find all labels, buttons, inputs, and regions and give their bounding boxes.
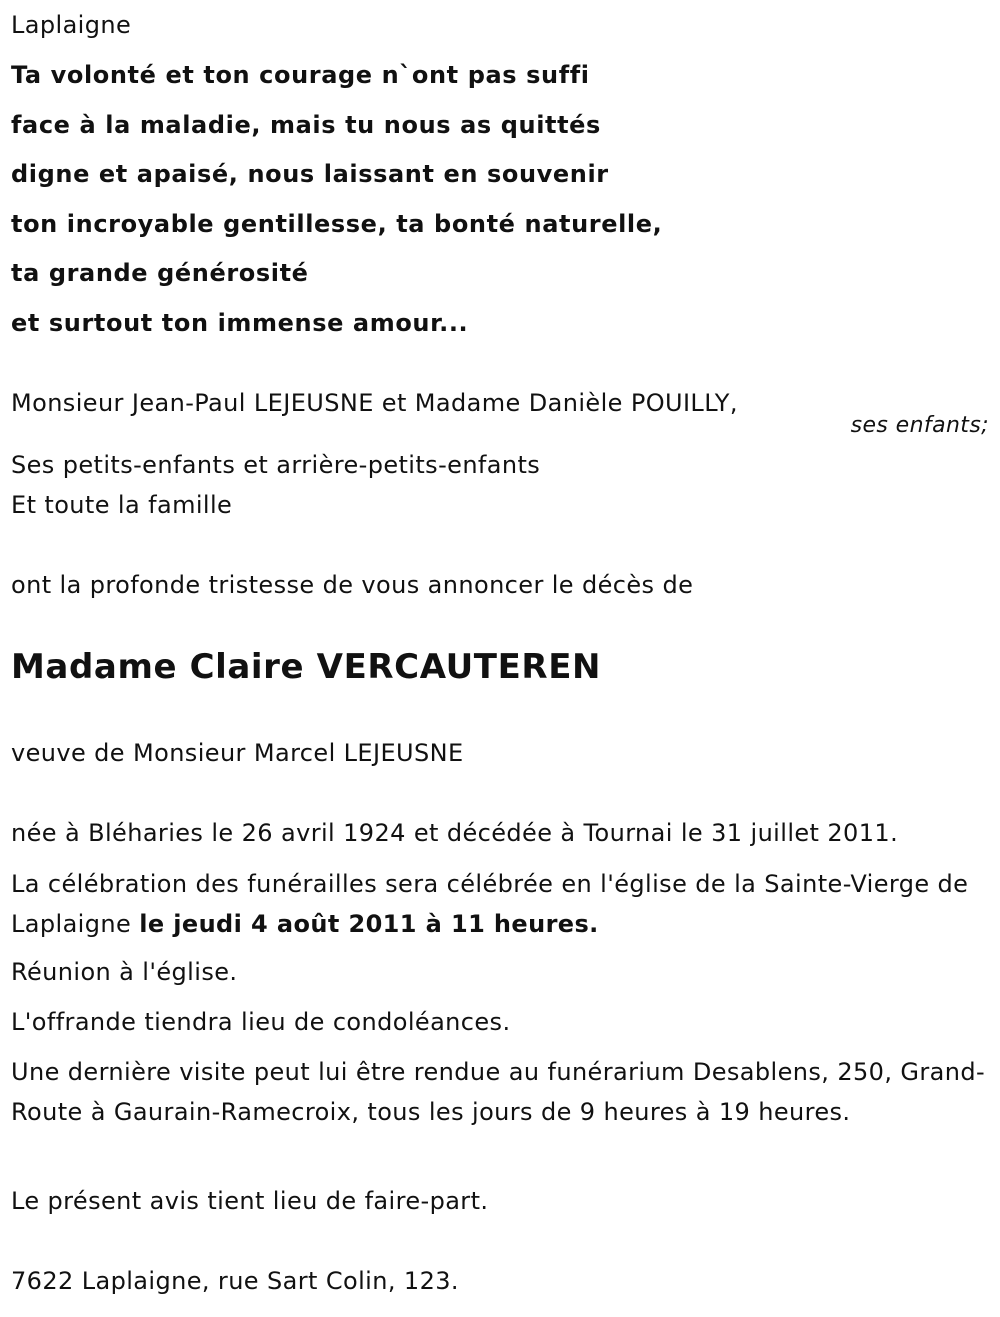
deceased-name: Madame Claire VERCAUTEREN bbox=[11, 647, 602, 687]
grandchildren: Ses petits-enfants et arrière-petits-enfants bbox=[11, 451, 541, 479]
poem-line: digne et apaisé, nous laissant en souvenir bbox=[11, 160, 609, 188]
birth-death: née à Bléharies le 26 avril 1924 et décédée à Tournai le 31 juillet 2011. bbox=[11, 819, 899, 847]
poem-line: ta grande générosité bbox=[11, 259, 309, 287]
poem-line: Ta volonté et ton courage n`ont pas suffi bbox=[11, 61, 590, 89]
children-label: ses enfants; bbox=[850, 413, 989, 438]
widow-of: veuve de Monsieur Marcel LEJEUSNE bbox=[11, 739, 464, 767]
offering: L'offrande tiendra lieu de condoléances. bbox=[11, 1008, 511, 1036]
address: 7622 Laplaigne, rue Sart Colin, 123. bbox=[11, 1267, 459, 1295]
place-header: Laplaigne bbox=[11, 11, 132, 39]
notice-statement: Le présent avis tient lieu de faire-part. bbox=[11, 1187, 489, 1215]
poem-line: face à la maladie, mais tu nous as quittés bbox=[11, 111, 601, 139]
poem-line: ton incroyable gentillesse, ta bonté naturelle, bbox=[11, 210, 663, 238]
children-names: Monsieur Jean-Paul LEJEUSNE et Madame Danièle POUILLY, bbox=[11, 389, 738, 417]
funeral-date-time: le jeudi 4 août 2011 à 11 heures. bbox=[139, 910, 599, 938]
funeral-details bbox=[11, 864, 993, 944]
announcement: ont la profonde tristesse de vous annoncer le décès de bbox=[11, 571, 694, 599]
visitation: Une dernière visite peut lui être rendue au funérarium Desablens, 250, Grand-Route à Gaurain-Ramecroix, tous les jours de 9 heures à 19 heures. bbox=[11, 1058, 986, 1126]
rest-of-family: Et toute la famille bbox=[11, 491, 233, 519]
gathering: Réunion à l'église. bbox=[11, 958, 238, 986]
poem-line: et surtout ton immense amour... bbox=[11, 309, 469, 337]
funeral-text: La célébration des funérailles sera célébrée en l'église de la Sainte-Vierge de Laplaigne bbox=[11, 870, 969, 938]
